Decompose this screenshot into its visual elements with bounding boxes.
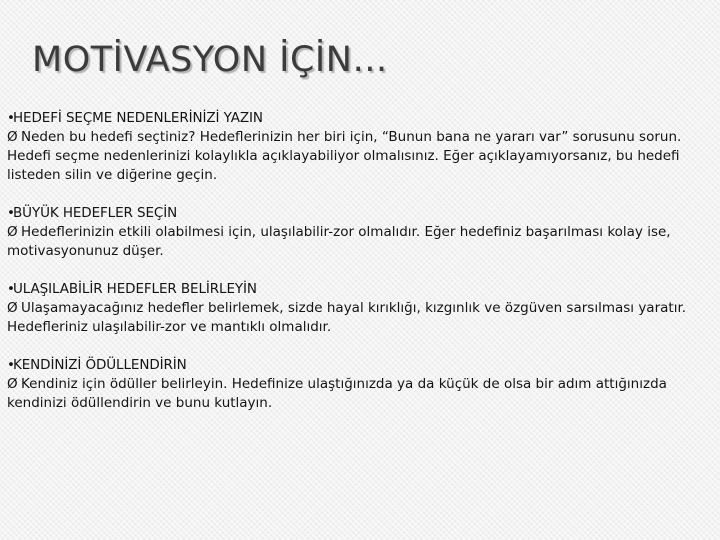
heading-text: BÜYÜK HEDEFLER SEÇİN <box>13 205 178 221</box>
section-heading <box>7 109 707 128</box>
arrow-bullet-icon: Ø <box>7 376 18 392</box>
body-text: Kendiniz için ödüller belirleyin. Hedefinize ulaştığınızda ya da küçük de olsa bir adım attığınızda kendinizi ödüllendirin ve bunu kutlayın. <box>7 376 667 411</box>
slide-content <box>7 109 707 432</box>
bullet-icon: • <box>7 205 15 221</box>
section-body <box>7 375 707 413</box>
heading-text: HEDEFİ SEÇME NEDENLERİNİZİ YAZIN <box>13 110 263 126</box>
section-achievable-goals <box>7 280 707 337</box>
section-heading <box>7 356 707 375</box>
heading-text: KENDİNİZİ ÖDÜLLENDİRİN <box>13 357 187 373</box>
bullet-icon: • <box>7 281 15 297</box>
section-goal-reasons <box>7 109 707 185</box>
body-text: Ulaşamayacağınız hedefler belirlemek, sizde hayal kırıklığı, kızgınlık ve özgüven sarsılması yaratır. Hedefleriniz ulaşılabilir-zor ve mantıklı olmalıdır. <box>7 300 687 335</box>
arrow-bullet-icon: Ø <box>7 129 18 145</box>
bullet-icon: • <box>7 357 15 373</box>
section-heading <box>7 280 707 299</box>
body-text: Hedeflerinizin etkili olabilmesi için, ulaşılabilir-zor olmalıdır. Eğer hedefiniz başarılması kolay ise, motivasyonunuz düşer. <box>7 224 671 259</box>
slide-title: MOTİVASYON İÇİN… <box>32 40 388 80</box>
arrow-bullet-icon: Ø <box>7 224 18 240</box>
heading-text: ULAŞILABİLİR HEDEFLER BELİRLEYİN <box>13 281 257 297</box>
body-text: Neden bu hedefi seçtiniz? Hedeflerinizin her biri için, “Bunun bana ne yararı var” sorusunu sorun. Hedefi seçme nedenlerinizi kolaylıkla açıklayabiliyor olmalısınız. Eğer açıklayamıyorsanız, bu hedefi listeden silin ve diğerine geçin. <box>7 129 682 183</box>
section-big-goals <box>7 204 707 261</box>
bullet-icon: • <box>7 110 15 126</box>
section-reward-yourself <box>7 356 707 413</box>
section-body <box>7 223 707 261</box>
section-body <box>7 299 707 337</box>
section-body <box>7 128 707 185</box>
arrow-bullet-icon: Ø <box>7 300 18 316</box>
section-heading <box>7 204 707 223</box>
